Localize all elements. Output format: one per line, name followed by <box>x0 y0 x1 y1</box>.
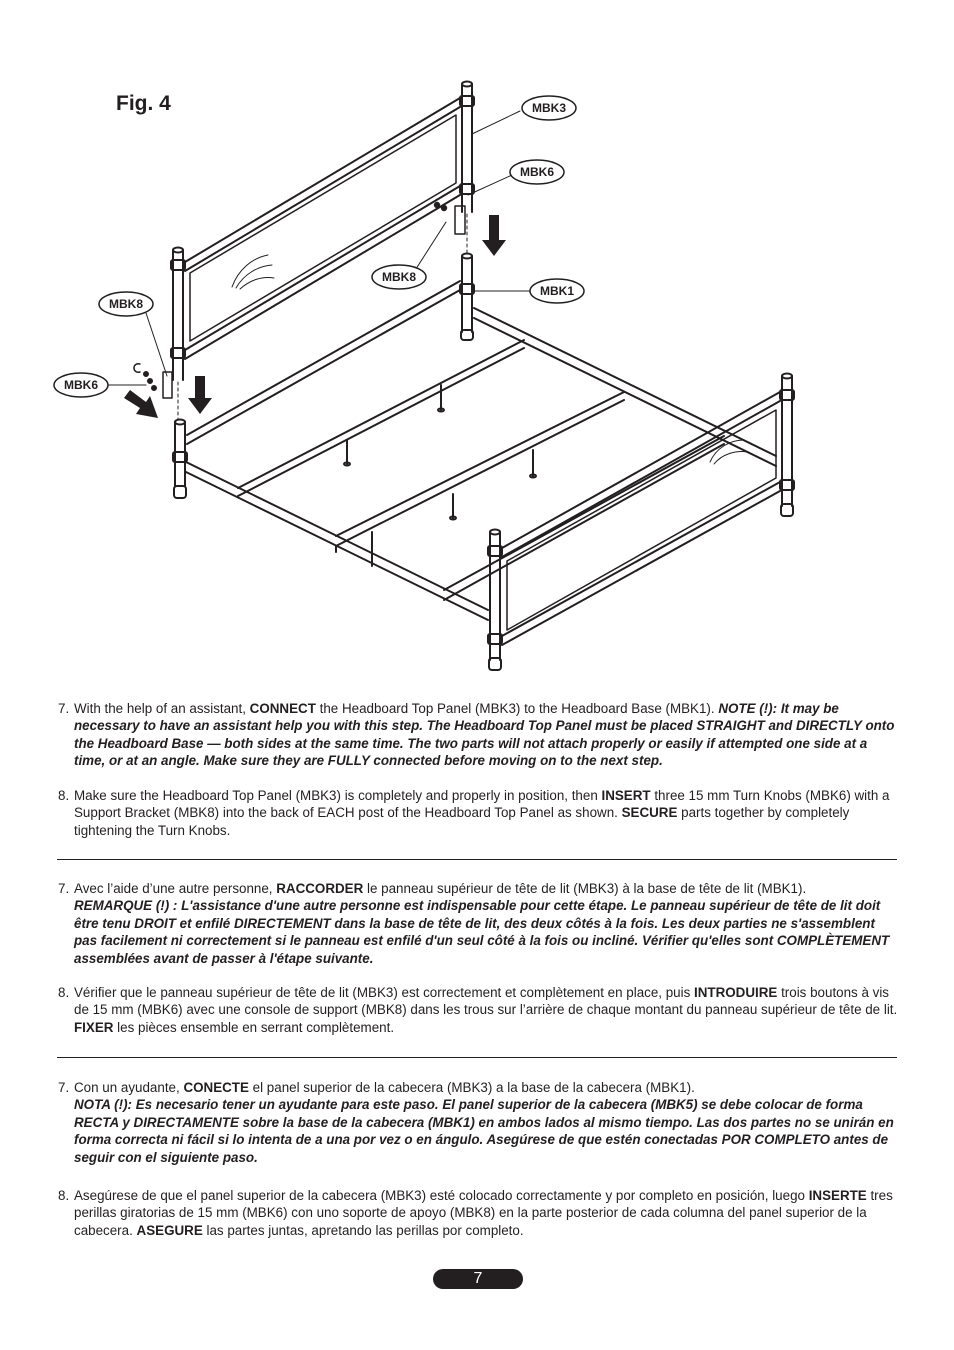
step-text <box>74 1187 900 1239</box>
step-number: 7. <box>58 701 70 716</box>
step-number: 7. <box>58 881 70 896</box>
step-text-part: Asegúrese de que el panel superior de la cabecera (MBK3) esté colocado correctamente y por completo en posición, luego <box>74 1188 809 1203</box>
step-text-part: les pièces ensemble en serrant complètement. <box>113 1019 395 1035</box>
step-text-part: With the help of an assistant, <box>74 701 250 716</box>
callout-mbk8-left <box>99 292 153 316</box>
step-keyword: CONECTE <box>183 1080 249 1095</box>
step-keyword: ASEGURE <box>136 1222 203 1238</box>
bed-assembly-diagram <box>0 60 954 680</box>
step-text-part: las partes juntas, apretando las perillas por completo. <box>202 1222 524 1238</box>
callout-mbk6-left-label: MBK6 <box>63 378 99 392</box>
step-text-part: el panel superior de la cabecera (MBK3) a la base de la cabecera (MBK1). <box>248 1080 695 1095</box>
step-keyword: INTRODUIRE <box>694 985 778 1000</box>
fr-step-8 <box>58 984 900 1036</box>
figure-title: Fig. 4 <box>116 92 171 115</box>
section-divider <box>57 859 897 860</box>
step-number: 8. <box>58 788 70 803</box>
step-text-part: le panneau supérieur de tête de lit (MBK3) à la base de tête de lit (MBK1). <box>363 881 807 896</box>
callout-mbk6-top <box>510 160 564 184</box>
callout-mbk8-top <box>372 265 426 289</box>
down-arrow-right <box>482 215 506 256</box>
callout-mbk6-top-label: MBK6 <box>519 165 555 179</box>
headboard-base <box>173 254 474 499</box>
step-text <box>74 700 900 770</box>
step-keyword: RACCORDER <box>276 881 364 896</box>
step-text <box>74 984 900 1036</box>
callout-mbk8-top-label: MBK8 <box>381 270 417 284</box>
en-step-8 <box>58 787 900 839</box>
bed-frame-rails <box>186 308 776 620</box>
es-step-7 <box>58 1079 900 1166</box>
step-text <box>74 787 900 839</box>
step-number: 7. <box>58 1080 70 1095</box>
step-note: REMARQUE (!) : L'assistance d'une autre personne est indispensable pour cette étape. Le panneau supérieur de tête de lit doit être tenu DROIT et enfilé DIRECTEMENT dans la base de tête de lit, des deux côtés à la fois. Les deux parties ne s'assemblent pas facilement ni correctement si le panneau est enfilé d'un seul côté à la fois ou incliné. Vérifier qu'elles sont COMPLÈTEMENT assemblées avant de passer à l'étape suivante. <box>74 898 890 966</box>
callout-mbk1-label: MBK1 <box>539 284 575 298</box>
callout-leaders <box>106 111 530 385</box>
step-keyword: CONNECT <box>249 701 316 716</box>
step-text <box>74 1079 900 1166</box>
step-text-part: Vérifier que le panneau supérieur de tête de lit (MBK3) est correctement et complètement en place, puis <box>74 985 695 1000</box>
step-number: 8. <box>58 985 70 1000</box>
footboard <box>488 374 794 671</box>
step-note: NOTE (!): It may be necessary to have an assistant help you with this step. The Headboard Top Panel must be placed STRAIGHT and DIRECTLY onto the Headboard Base — both sides at the same time. The two parts will not attach properly or easily if attempted one side at a time, or at an angle. Make sure they are FULLY connected before moving on to the next step. <box>74 701 895 769</box>
step-text-part: Make sure the Headboard Top Panel (MBK3) is completely and properly in position, then <box>74 788 602 803</box>
section-divider <box>57 1057 897 1058</box>
step-note: NOTA (!): Es necesario tener un ayudante para este paso. El panel superior de la cabecera (MBK5) se debe colocar de forma RECTA y DIRECTAMENTE sobre la base de la cabecera (MBK1) en ambos lados al mismo tiempo. Las dos partes no se unirán en forma correcta ni fácil si lo intenta de a una por vez o en ángulo. Asegúrese de que estén conectadas POR COMPLETO antes de seguir con el siguiente paso. <box>74 1097 894 1165</box>
step-text-part: trois boutons à vis de 15 mm (MBK6) avec une console de support (MBK8) dans les trous sur l’arrière de chaque montant du panneau supérieur de tête de lit. <box>74 985 898 1018</box>
step-text-part: tres perillas giratorias de 15 mm (MBK6) con uno soporte de apoyo (MBK8) en la parte posterior de cada columna del panel superior de la cabecera. <box>74 1188 893 1238</box>
fr-step-7 <box>58 880 900 967</box>
es-step-8 <box>58 1187 900 1239</box>
step-text-part: three 15 mm Turn Knobs (MBK6) with a Support Bracket (MBK8) into the back of EACH post of the Headboard Top Panel as shown. <box>74 788 890 821</box>
callout-mbk3-label: MBK3 <box>531 101 567 115</box>
callout-mbk8-left-label: MBK8 <box>108 297 144 311</box>
step-number: 8. <box>58 1188 70 1203</box>
step-keyword: SECURE <box>621 805 678 821</box>
en-step-7 <box>58 700 900 770</box>
alignment-guides <box>178 214 467 420</box>
step-text <box>74 880 900 967</box>
callout-mbk1 <box>530 279 584 303</box>
step-keyword: INSERTE <box>808 1188 867 1203</box>
step-text-part: parts together by completely tightening the Turn Knobs. <box>74 805 850 838</box>
callout-mbk3 <box>522 96 576 120</box>
callout-mbk6-left <box>54 373 108 397</box>
headboard-top-panel <box>134 82 474 399</box>
step-text-part: the Headboard Top Panel (MBK3) to the Headboard Base (MBK1). <box>315 701 719 716</box>
down-arrow-left <box>188 376 212 414</box>
step-keyword: FIXER <box>74 1019 114 1035</box>
step-text-part: Avec l’aide d’une autre personne, <box>74 881 277 896</box>
page-number: 7 <box>433 1269 523 1289</box>
step-keyword: INSERT <box>601 788 651 803</box>
step-text-part: Con un ayudante, <box>74 1080 184 1095</box>
push-arrow-left <box>124 390 158 418</box>
